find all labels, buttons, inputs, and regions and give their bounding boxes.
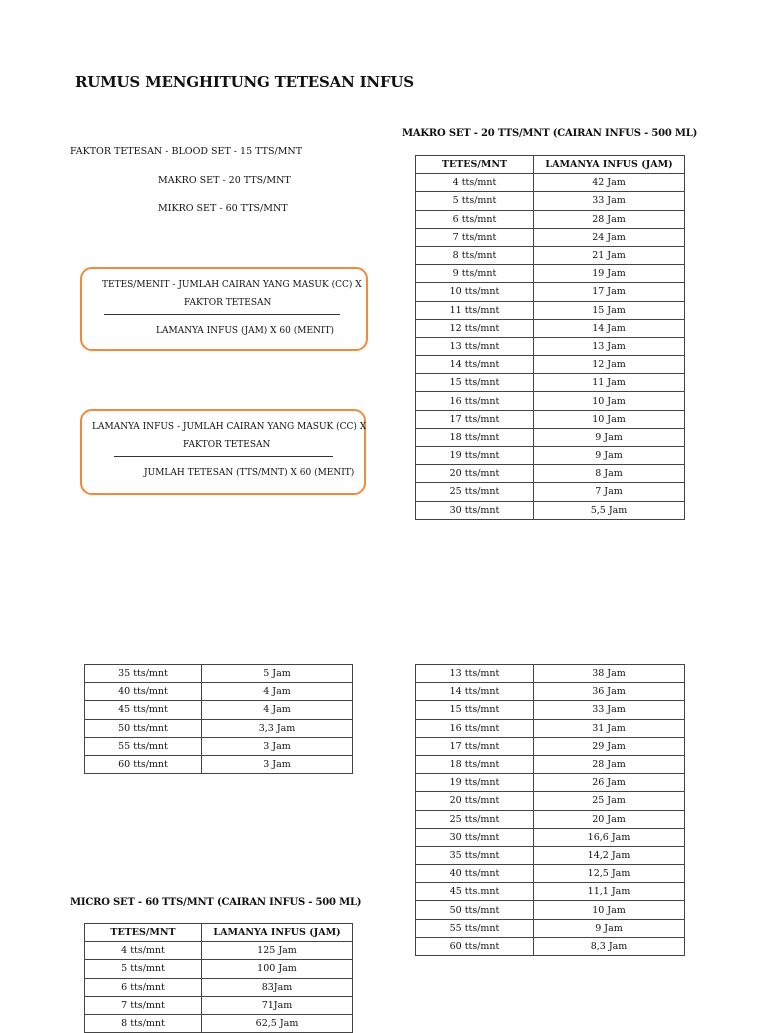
table-row <box>416 846 685 864</box>
cell-tetes-mnt: 14 tts/mnt <box>416 356 534 374</box>
table-row <box>416 719 685 737</box>
faktor-makro-set: MAKRO SET - 20 TTS/MNT <box>158 175 291 186</box>
table-row <box>416 301 685 319</box>
cell-lamanya-infus: 31 Jam <box>534 719 685 737</box>
formula-box-lamanya-infus <box>80 409 366 495</box>
cell-tetes-mnt: 16 tts/mnt <box>416 392 534 410</box>
table-row <box>416 774 685 792</box>
table-row <box>416 919 685 937</box>
cell-tetes-mnt: 6 tts/mnt <box>85 978 202 996</box>
table-row <box>85 996 353 1014</box>
cell-tetes-mnt: 55 tts/mnt <box>85 737 202 755</box>
formula1-fraction-line <box>104 314 340 315</box>
page-title: RUMUS MENGHITUNG TETESAN INFUS <box>75 73 414 91</box>
formula1-denominator: LAMANYA INFUS (JAM) X 60 (MENIT) <box>156 326 334 336</box>
table-row <box>416 319 685 337</box>
cell-tetes-mnt: 10 tts/mnt <box>416 283 534 301</box>
table-row <box>85 719 353 737</box>
cell-lamanya-infus: 24 Jam <box>534 228 685 246</box>
cell-lamanya-infus: 8 Jam <box>534 465 685 483</box>
cell-tetes-mnt: 5 tts/mnt <box>85 960 202 978</box>
cell-lamanya-infus: 4 Jam <box>202 701 353 719</box>
header-tetes-mnt: TETES/MNT <box>85 924 202 942</box>
cell-lamanya-infus: 11 Jam <box>534 374 685 392</box>
cell-tetes-mnt: 11 tts/mnt <box>416 301 534 319</box>
cell-tetes-mnt: 40 tts/mnt <box>85 683 202 701</box>
cell-lamanya-infus: 3,3 Jam <box>202 719 353 737</box>
cell-tetes-mnt: 35 tts/mnt <box>416 846 534 864</box>
table-header-row <box>416 156 685 174</box>
table-row <box>416 901 685 919</box>
cell-lamanya-infus: 9 Jam <box>534 428 685 446</box>
cell-tetes-mnt: 13 tts/mnt <box>416 665 534 683</box>
header-lamanya-infus: LAMANYA INFUS (JAM) <box>534 156 685 174</box>
cell-tetes-mnt: 17 tts/mnt <box>416 410 534 428</box>
cell-tetes-mnt: 25 tts/mnt <box>416 483 534 501</box>
header-lamanya-infus: LAMANYA INFUS (JAM) <box>202 924 353 942</box>
cell-lamanya-infus: 71Jam <box>202 996 353 1014</box>
cell-tetes-mnt: 25 tts/mnt <box>416 810 534 828</box>
cell-lamanya-infus: 33 Jam <box>534 192 685 210</box>
cell-lamanya-infus: 21 Jam <box>534 246 685 264</box>
cell-lamanya-infus: 15 Jam <box>534 301 685 319</box>
cell-tetes-mnt: 4 tts/mnt <box>85 942 202 960</box>
cell-tetes-mnt: 8 tts/mnt <box>416 246 534 264</box>
formula-box-tetes-menit <box>80 267 368 351</box>
cell-lamanya-infus: 17 Jam <box>534 283 685 301</box>
table-row <box>416 501 685 519</box>
table-row <box>416 937 685 955</box>
cell-lamanya-infus: 8,3 Jam <box>534 937 685 955</box>
table-header-row <box>85 924 353 942</box>
faktor-mikro-set: MIKRO SET - 60 TTS/MNT <box>158 203 288 214</box>
cell-tetes-mnt: 60 tts/mnt <box>85 755 202 773</box>
makro-caption: MAKRO SET - 20 TTS/MNT (CAIRAN INFUS - 500 ML) <box>402 128 698 139</box>
table-row <box>416 483 685 501</box>
table-row <box>85 942 353 960</box>
blood-set-table <box>415 664 685 956</box>
table-row <box>416 192 685 210</box>
cell-tetes-mnt: 16 tts/mnt <box>416 719 534 737</box>
cell-tetes-mnt: 55 tts/mnt <box>416 919 534 937</box>
cell-tetes-mnt: 5 tts/mnt <box>416 192 534 210</box>
cell-tetes-mnt: 45 tts.mnt <box>416 883 534 901</box>
cell-lamanya-infus: 9 Jam <box>534 447 685 465</box>
table-row <box>416 683 685 701</box>
cell-lamanya-infus: 29 Jam <box>534 737 685 755</box>
table-row <box>416 792 685 810</box>
formula1-numerator: TETES/MENIT - JUMLAH CAIRAN YANG MASUK (CC) X <box>102 280 362 290</box>
formula1-numerator-line2: FAKTOR TETESAN <box>184 298 272 308</box>
table-row <box>416 810 685 828</box>
makro-set-table-continued <box>84 664 353 774</box>
cell-tetes-mnt: 20 tts/mnt <box>416 792 534 810</box>
table-row <box>85 683 353 701</box>
cell-lamanya-infus: 38 Jam <box>534 665 685 683</box>
table-row <box>416 265 685 283</box>
cell-tetes-mnt: 17 tts/mnt <box>416 737 534 755</box>
cell-tetes-mnt: 35 tts/mnt <box>85 665 202 683</box>
cell-lamanya-infus: 12,5 Jam <box>534 865 685 883</box>
cell-lamanya-infus: 9 Jam <box>534 919 685 937</box>
table-row <box>416 447 685 465</box>
table-row <box>85 737 353 755</box>
table-row <box>416 665 685 683</box>
cell-tetes-mnt: 14 tts/mnt <box>416 683 534 701</box>
cell-lamanya-infus: 62,5 Jam <box>202 1014 353 1032</box>
cell-lamanya-infus: 11,1 Jam <box>534 883 685 901</box>
formula2-numerator: LAMANYA INFUS - JUMLAH CAIRAN YANG MASUK (CC) X <box>92 422 367 432</box>
cell-lamanya-infus: 4 Jam <box>202 683 353 701</box>
cell-lamanya-infus: 10 Jam <box>534 392 685 410</box>
cell-lamanya-infus: 7 Jam <box>534 483 685 501</box>
header-tetes-mnt: TETES/MNT <box>416 156 534 174</box>
cell-lamanya-infus: 10 Jam <box>534 410 685 428</box>
table-row <box>416 465 685 483</box>
formula2-numerator-line2: FAKTOR TETESAN <box>183 440 271 450</box>
table-row <box>416 174 685 192</box>
cell-lamanya-infus: 10 Jam <box>534 901 685 919</box>
cell-tetes-mnt: 8 tts/mnt <box>85 1014 202 1032</box>
cell-lamanya-infus: 19 Jam <box>534 265 685 283</box>
table-row <box>416 210 685 228</box>
cell-lamanya-infus: 42 Jam <box>534 174 685 192</box>
cell-tetes-mnt: 7 tts/mnt <box>416 228 534 246</box>
table-row <box>416 392 685 410</box>
table-row <box>416 356 685 374</box>
table-row <box>416 428 685 446</box>
cell-tetes-mnt: 60 tts/mnt <box>416 937 534 955</box>
cell-lamanya-infus: 20 Jam <box>534 810 685 828</box>
cell-lamanya-infus: 16,6 Jam <box>534 828 685 846</box>
cell-lamanya-infus: 12 Jam <box>534 356 685 374</box>
cell-lamanya-infus: 14,2 Jam <box>534 846 685 864</box>
table-row <box>416 337 685 355</box>
micro-caption: MICRO SET - 60 TTS/MNT (CAIRAN INFUS - 500 ML) <box>70 897 362 908</box>
table-row <box>416 228 685 246</box>
cell-tetes-mnt: 20 tts/mnt <box>416 465 534 483</box>
cell-tetes-mnt: 12 tts/mnt <box>416 319 534 337</box>
table-row <box>85 978 353 996</box>
cell-tetes-mnt: 30 tts/mnt <box>416 501 534 519</box>
cell-lamanya-infus: 28 Jam <box>534 210 685 228</box>
table-row <box>416 246 685 264</box>
cell-lamanya-infus: 28 Jam <box>534 755 685 773</box>
cell-tetes-mnt: 50 tts/mnt <box>85 719 202 737</box>
table-row <box>416 883 685 901</box>
formula2-fraction-line <box>114 456 333 457</box>
table-row <box>416 865 685 883</box>
table-row <box>416 701 685 719</box>
cell-lamanya-infus: 3 Jam <box>202 737 353 755</box>
table-row <box>416 828 685 846</box>
cell-tetes-mnt: 6 tts/mnt <box>416 210 534 228</box>
cell-tetes-mnt: 19 tts/mnt <box>416 447 534 465</box>
makro-set-table <box>415 155 685 520</box>
cell-tetes-mnt: 19 tts/mnt <box>416 774 534 792</box>
formula2-denominator: JUMLAH TETESAN (TTS/MNT) X 60 (MENIT) <box>144 468 355 478</box>
cell-lamanya-infus: 83Jam <box>202 978 353 996</box>
cell-lamanya-infus: 125 Jam <box>202 942 353 960</box>
cell-tetes-mnt: 9 tts/mnt <box>416 265 534 283</box>
cell-tetes-mnt: 18 tts/mnt <box>416 428 534 446</box>
cell-tetes-mnt: 4 tts/mnt <box>416 174 534 192</box>
table-row <box>416 755 685 773</box>
table-row <box>85 960 353 978</box>
cell-tetes-mnt: 15 tts/mnt <box>416 701 534 719</box>
cell-lamanya-infus: 14 Jam <box>534 319 685 337</box>
table-row <box>416 283 685 301</box>
cell-lamanya-infus: 5 Jam <box>202 665 353 683</box>
cell-lamanya-infus: 25 Jam <box>534 792 685 810</box>
cell-tetes-mnt: 50 tts/mnt <box>416 901 534 919</box>
table-row <box>85 755 353 773</box>
cell-lamanya-infus: 100 Jam <box>202 960 353 978</box>
micro-set-table <box>84 923 353 1033</box>
table-row <box>85 665 353 683</box>
cell-lamanya-infus: 5,5 Jam <box>534 501 685 519</box>
cell-lamanya-infus: 36 Jam <box>534 683 685 701</box>
cell-tetes-mnt: 40 tts/mnt <box>416 865 534 883</box>
table-row <box>85 701 353 719</box>
table-row <box>416 410 685 428</box>
cell-tetes-mnt: 45 tts/mnt <box>85 701 202 719</box>
table-row <box>416 737 685 755</box>
cell-tetes-mnt: 30 tts/mnt <box>416 828 534 846</box>
cell-tetes-mnt: 13 tts/mnt <box>416 337 534 355</box>
cell-lamanya-infus: 26 Jam <box>534 774 685 792</box>
cell-lamanya-infus: 13 Jam <box>534 337 685 355</box>
cell-tetes-mnt: 15 tts/mnt <box>416 374 534 392</box>
table-row <box>416 374 685 392</box>
cell-lamanya-infus: 3 Jam <box>202 755 353 773</box>
cell-tetes-mnt: 18 tts/mnt <box>416 755 534 773</box>
cell-tetes-mnt: 7 tts/mnt <box>85 996 202 1014</box>
cell-lamanya-infus: 33 Jam <box>534 701 685 719</box>
faktor-blood-set: FAKTOR TETESAN - BLOOD SET - 15 TTS/MNT <box>70 146 303 157</box>
